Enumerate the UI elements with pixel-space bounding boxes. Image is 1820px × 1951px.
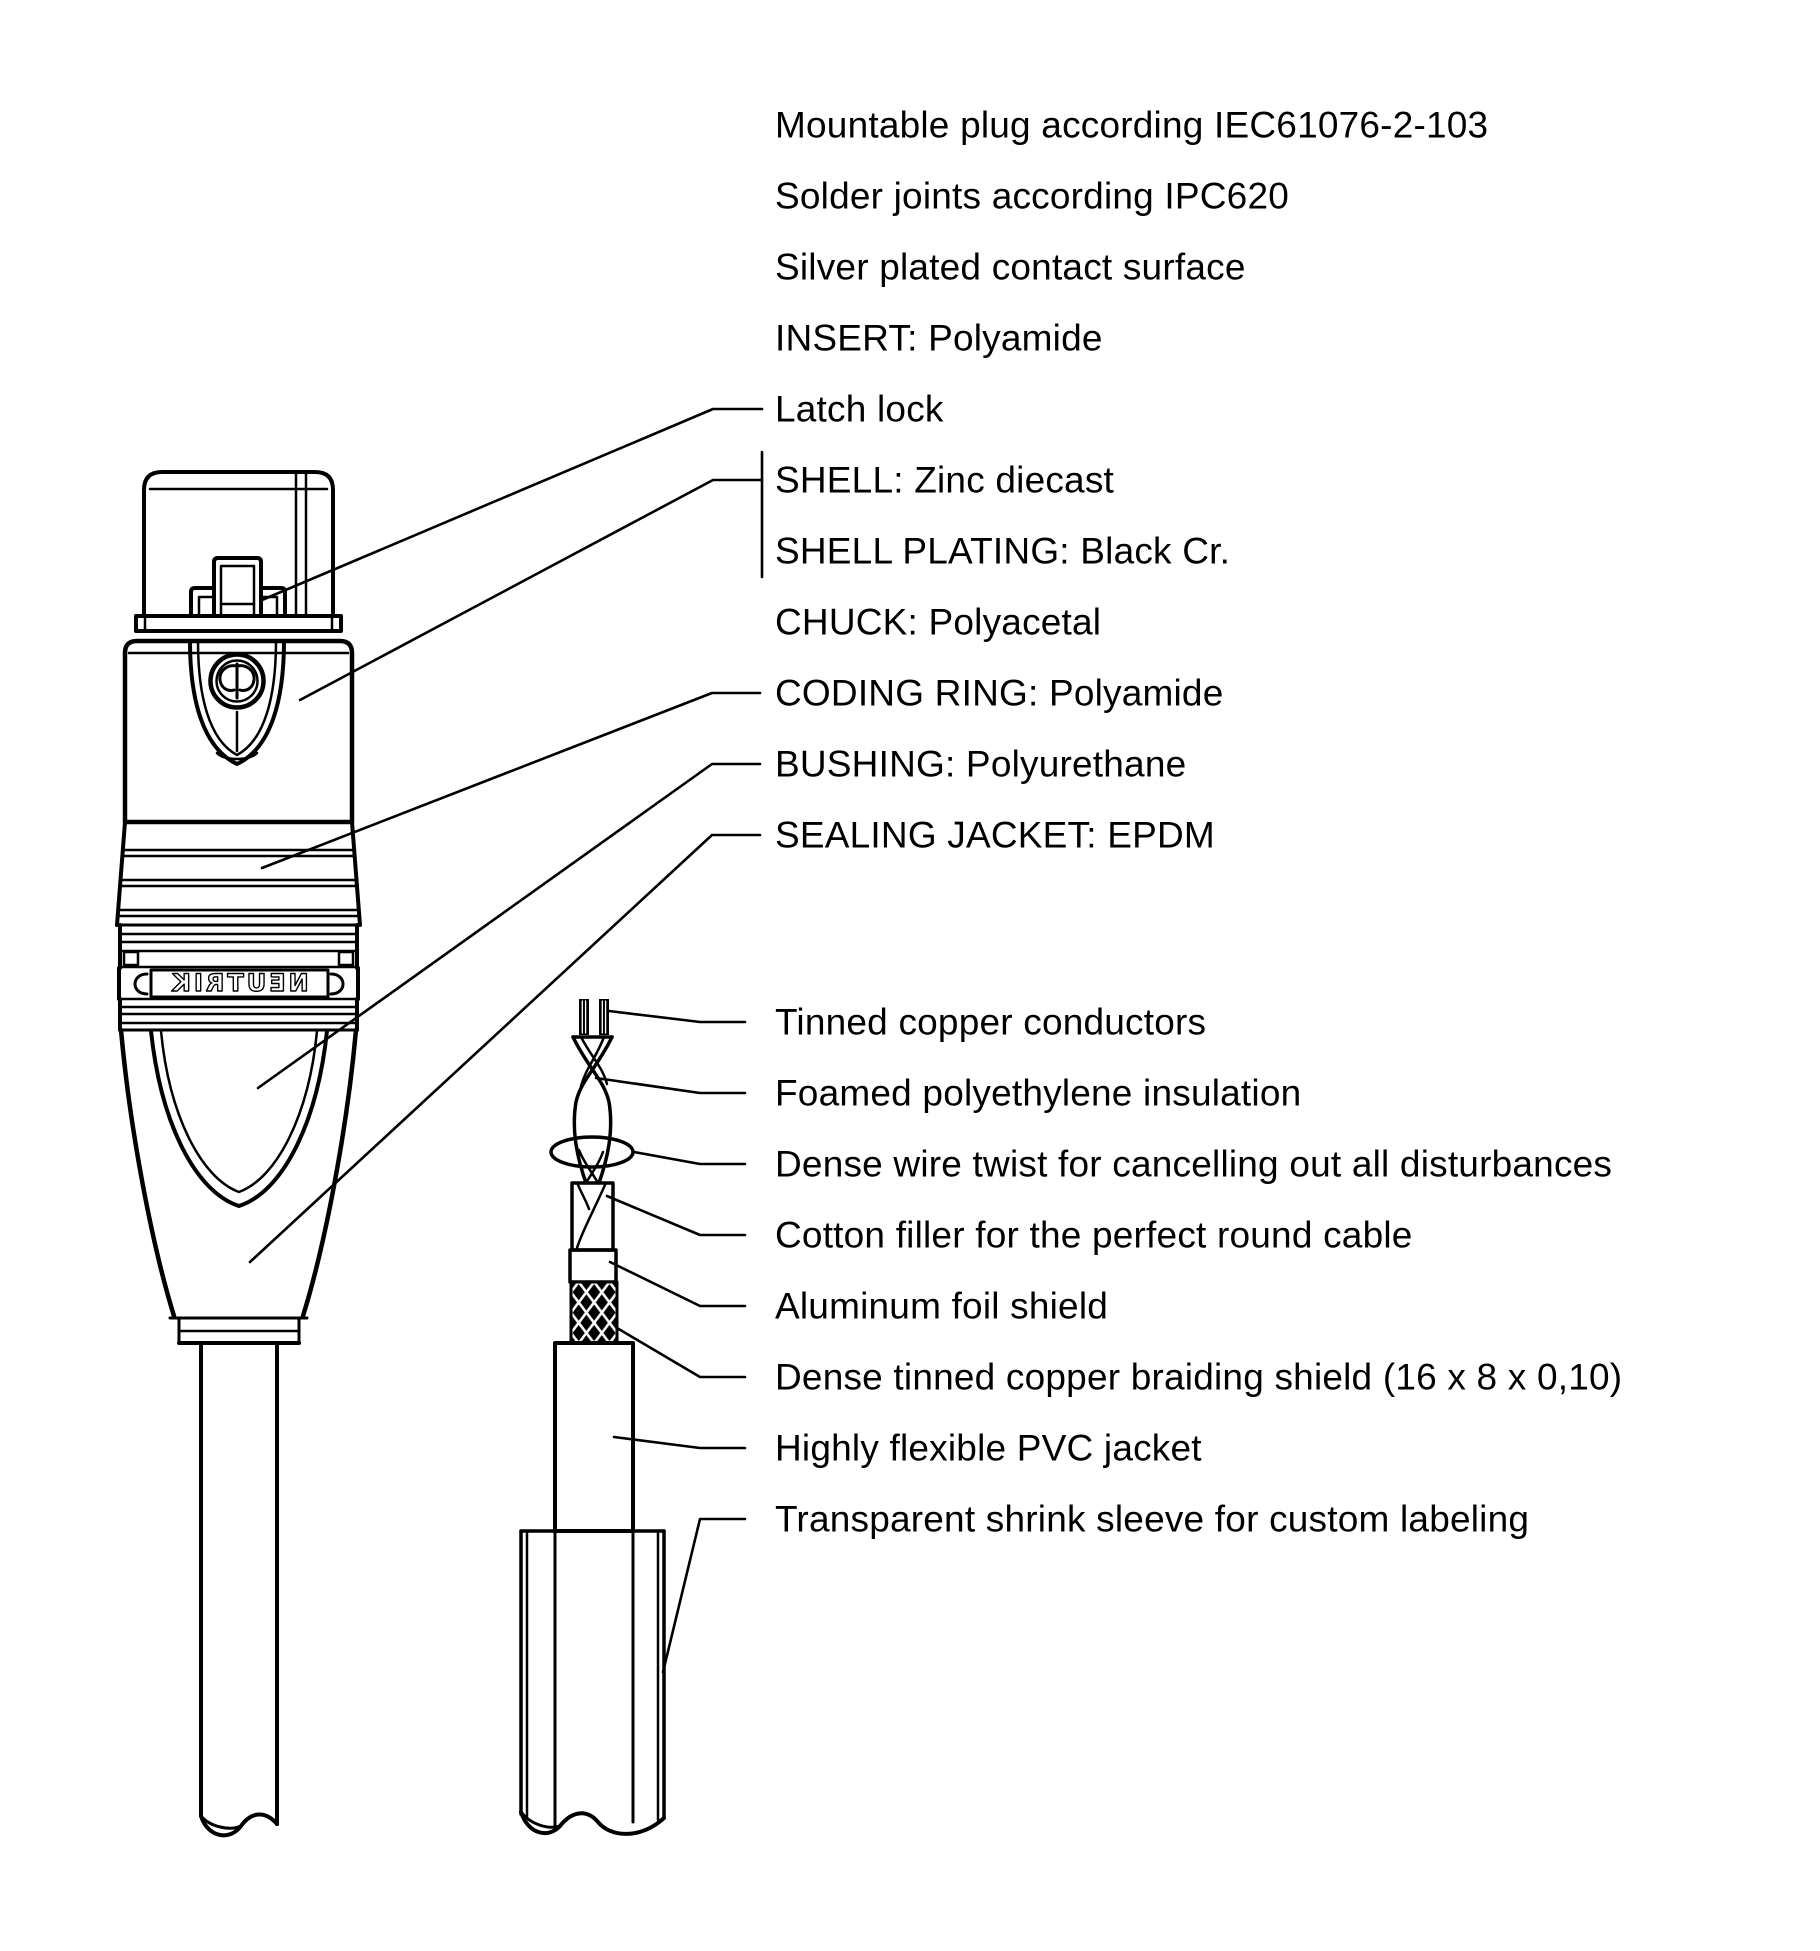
label-conductors: Tinned copper conductors <box>775 1001 1207 1043</box>
label-wire-twist: Dense wire twist for cancelling out all disturbances <box>775 1143 1613 1185</box>
connector-cable <box>201 1343 277 1835</box>
cotton-filler-section <box>572 1183 613 1250</box>
leader-braiding-shield <box>617 1328 745 1377</box>
connector-shell <box>125 641 352 822</box>
label-chuck: CHUCK: Polyacetal <box>775 601 1102 643</box>
coding-ring-section <box>117 822 360 925</box>
conductors <box>573 999 612 1037</box>
cable-cutaway-drawing <box>521 999 664 1834</box>
brand-text: NEUTRIK <box>169 969 309 997</box>
leader-shell <box>300 480 762 700</box>
label-cotton-filler: Cotton filler for the perfect round cable <box>775 1214 1413 1256</box>
label-shell-plating: SHELL PLATING: Black Cr. <box>775 530 1231 572</box>
leader-conductors <box>609 1011 745 1022</box>
label-mountable-plug: Mountable plug according IEC61076-2-103 <box>775 104 1489 146</box>
label-coding-ring: CODING RING: Polyamide <box>775 672 1224 714</box>
leader-coding-ring <box>262 693 760 868</box>
leader-insulation <box>596 1078 745 1093</box>
twist-ellipse <box>551 1137 633 1167</box>
xlr-connector-drawing <box>117 472 360 1835</box>
leader-latch-lock <box>262 409 762 600</box>
leader-wire-twist <box>634 1152 745 1164</box>
label-foil-shield: Aluminum foil shield <box>775 1285 1109 1327</box>
leader-shrink-sleeve <box>663 1519 745 1672</box>
bushing <box>121 1030 356 1343</box>
label-shell: SHELL: Zinc diecast <box>775 459 1115 501</box>
label-sealing-jacket: SEALING JACKET: EPDM <box>775 814 1215 856</box>
label-contact-surface: Silver plated contact surface <box>775 246 1246 288</box>
leader-foil-shield <box>610 1262 745 1306</box>
label-latch-lock: Latch lock <box>775 388 944 430</box>
twisted-pair <box>551 1037 633 1183</box>
shrink-sleeve-section <box>521 1531 664 1834</box>
label-solder-joints: Solder joints according IPC620 <box>775 175 1290 217</box>
label-pvc-jacket: Highly flexible PVC jacket <box>775 1427 1202 1469</box>
label-braiding-shield: Dense tinned copper braiding shield (16 x 8 x 0,10) <box>775 1356 1623 1398</box>
label-shrink-sleeve: Transparent shrink sleeve for custom labeling <box>775 1498 1530 1540</box>
label-insert: INSERT: Polyamide <box>775 317 1103 359</box>
label-insulation: Foamed polyethylene insulation <box>775 1072 1302 1114</box>
connector-cap <box>144 472 333 616</box>
label-bushing: BUSHING: Polyurethane <box>775 743 1187 785</box>
brand-logo-icon <box>211 655 264 708</box>
brand-ring-section <box>119 925 358 1030</box>
braid-shield-section <box>571 1282 617 1343</box>
leader-cotton-filler <box>607 1196 745 1235</box>
connector-collar <box>136 616 341 631</box>
latch-lock-tab <box>191 558 285 616</box>
foil-shield-section <box>570 1250 616 1282</box>
